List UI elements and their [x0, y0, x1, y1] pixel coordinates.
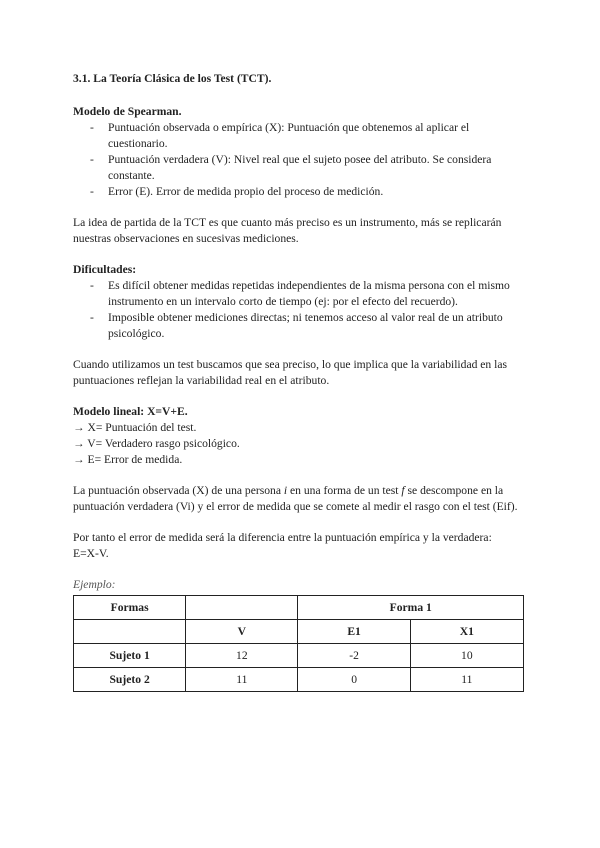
table-subheader-e1: E1: [298, 620, 410, 644]
table-cell-subject: Sujeto 2: [74, 668, 186, 692]
document-page: [73, 71, 525, 692]
table-cell-v: 12: [186, 644, 298, 668]
test-variable: f: [401, 484, 405, 497]
table-subheader-row: [74, 620, 524, 644]
decomposition-text-1: La puntuación observada (X) de una persona: [73, 484, 284, 497]
list-item: - Imposible obtener mediciones directas; ni tenemos acceso al valor real de un atributo psicológico.: [73, 310, 525, 342]
example-table: [73, 595, 524, 692]
difficulties-heading: Dificultades:: [73, 263, 137, 276]
decomposition-text-3: se descompone en la puntuación verdadera (Vi) y el error de medida que se comete al medir el rasgo con el test (Eif).: [73, 484, 518, 513]
list-item: - Es difícil obtener medidas repetidas independientes de la misma persona con el mismo instrumento en un intervalo corto de tiempo (ej: por el efecto del recuerdo).: [73, 278, 525, 310]
table-header-formas: Formas: [74, 596, 186, 620]
error-paragraph-line-1: Por tanto el error de medida será la diferencia entre la puntuación empírica y la verdadera:: [73, 531, 492, 544]
linear-model-line-v: → V= Verdadero rasgo psicológico.: [73, 437, 240, 450]
person-variable: i: [283, 484, 288, 497]
example-label: Ejemplo:: [73, 578, 116, 591]
table-header-row: [74, 596, 524, 620]
table-cell-e: 0: [298, 668, 410, 692]
linear-model-line-x: → X= Puntuación del test.: [73, 421, 197, 434]
table-header-empty: [186, 596, 298, 620]
table-cell-subject: Sujeto 1: [74, 644, 186, 668]
list-item: - Puntuación observada o empírica (X): Puntuación que obtenemos al aplicar el cuestionario.: [73, 120, 525, 152]
table-cell-v: 11: [186, 668, 298, 692]
table-cell-x: 11: [410, 668, 523, 692]
table-subheader-empty: [74, 620, 186, 644]
linear-model-heading: Modelo lineal: X=V+E.: [73, 405, 188, 418]
table-subheader-v: V: [186, 620, 298, 644]
error-formula: E=X-V.: [73, 547, 109, 560]
difficulties-list: [73, 278, 525, 342]
list-item: - Error (E). Error de medida propio del proceso de medición.: [73, 184, 525, 200]
decomposition-paragraph: [73, 483, 525, 515]
decomposition-text-2: en una forma de un test: [287, 484, 402, 497]
section-title: 3.1. La Teoría Clásica de los Test (TCT).: [73, 72, 272, 85]
table-header-forma-1: Forma 1: [298, 596, 524, 620]
linear-model-line-e: → E= Error de medida.: [73, 453, 183, 466]
intro-paragraph: La idea de partida de la TCT es que cuanto más preciso es un instrumento, más se replicarán nuestras observaciones en sucesivas mediciones.: [73, 216, 502, 245]
spearman-heading: Modelo de Spearman.: [73, 105, 182, 118]
table-row: [74, 668, 524, 692]
variability-paragraph: Cuando utilizamos un test buscamos que sea preciso, lo que implica que la variabilidad en las puntuaciones reflejan la variabilidad real en el atributo.: [73, 358, 508, 387]
table-cell-e: -2: [298, 644, 410, 668]
spearman-list: [73, 120, 525, 200]
list-item: - Puntuación verdadera (V): Nivel real que el sujeto posee del atributo. Se considera constante.: [73, 152, 525, 184]
table-subheader-x1: X1: [410, 620, 523, 644]
table-row: [74, 644, 524, 668]
table-cell-x: 10: [410, 644, 523, 668]
